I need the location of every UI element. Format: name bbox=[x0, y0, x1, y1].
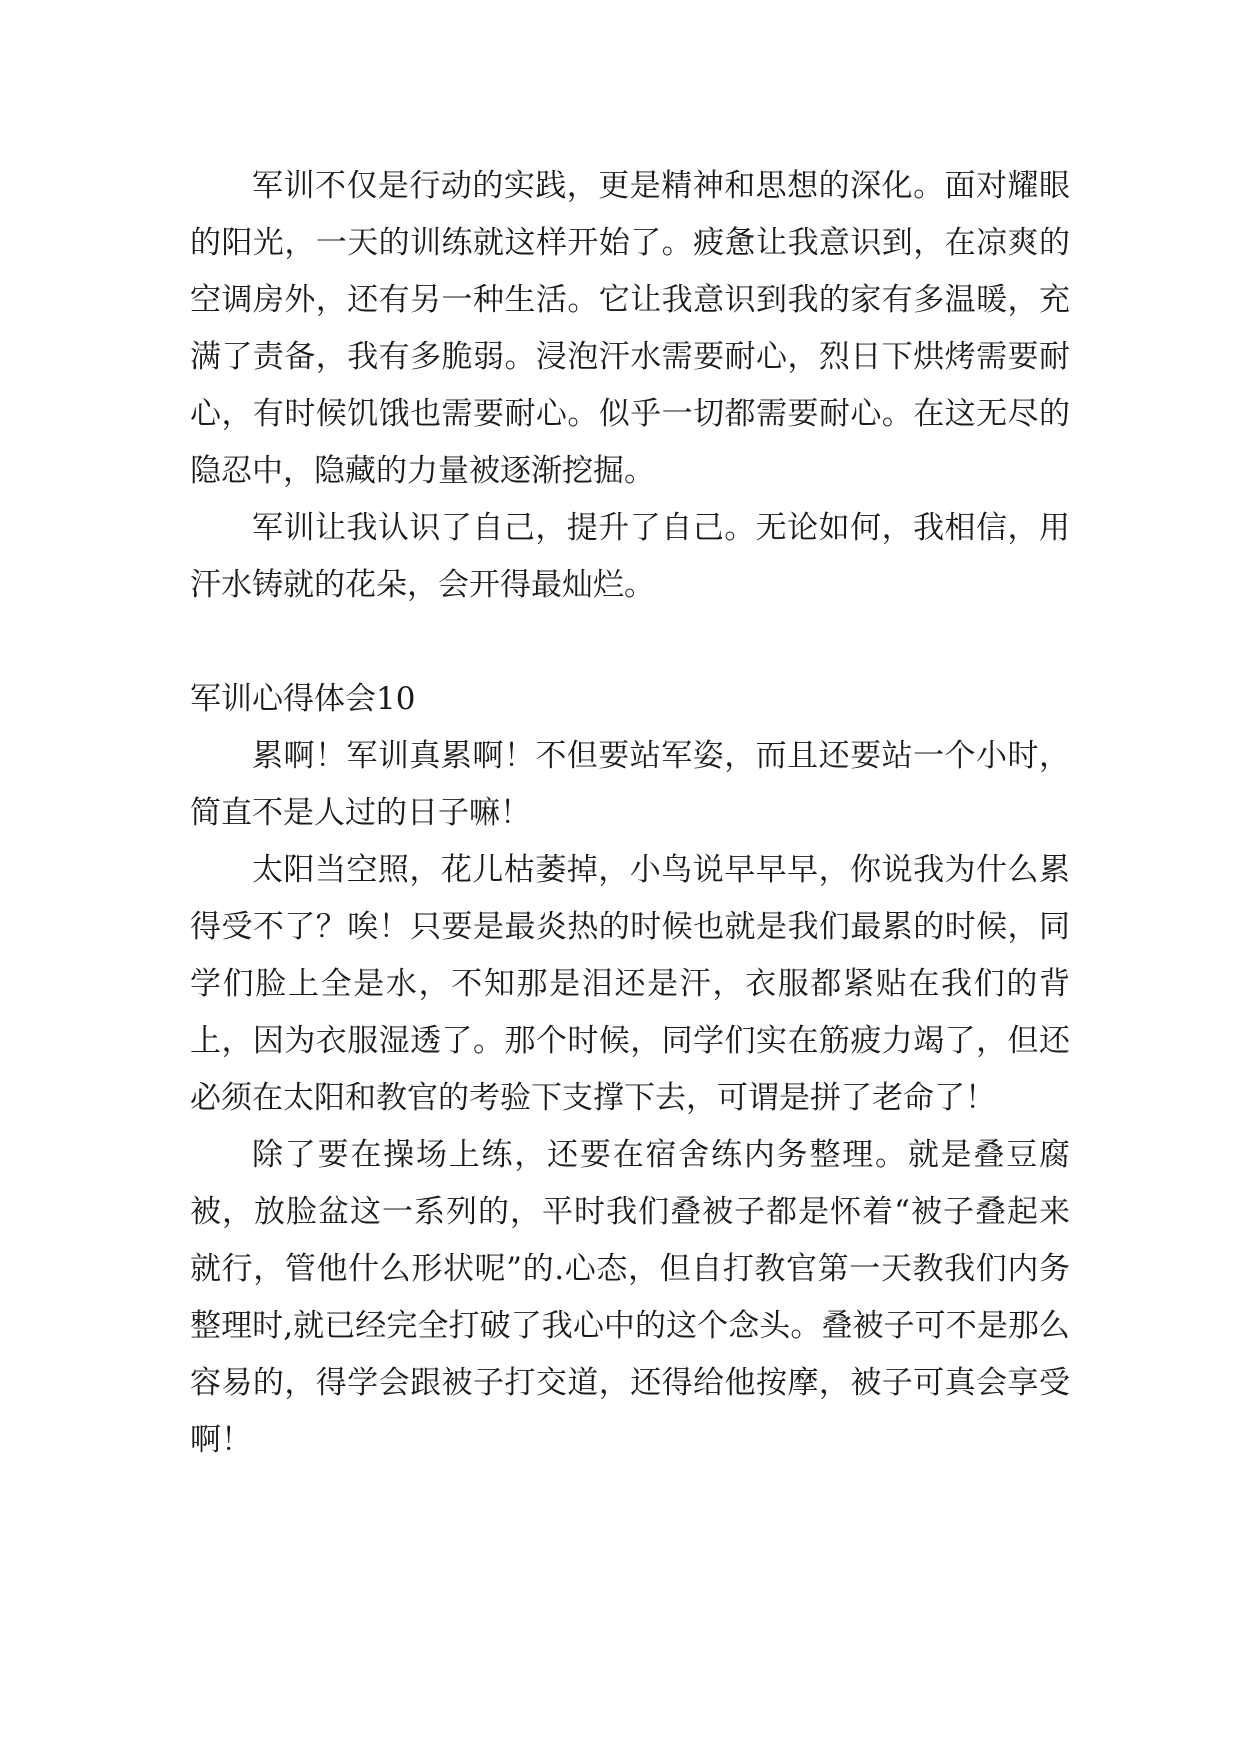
section-title: 军训心得体会10 bbox=[190, 681, 416, 717]
body-paragraph: 累啊！军训真累啊！不但要站军姿，而且还要站一个小时，简直不是人过的日子嘛！ bbox=[190, 738, 1070, 831]
body-paragraph: 太阳当空照，花儿枯萎掉，小鸟说早早早，你说我为什么累得受不了？唉！只要是最炎热的时候也就是我们最累的时候，同学们脸上全是水，不知那是泪还是汗，衣服都紧贴在我们的背上，因为衣服湿透了。那个时候，同学们实在筋疲力竭了，但还必须在太阳和教官的考验下支撑下去，可谓是拼了老命了！ bbox=[190, 852, 1070, 1116]
body-paragraph: 军训让我认识了自己，提升了自己。无论如何，我相信，用汗水铸就的花朵，会开得最灿烂。 bbox=[190, 510, 1070, 603]
body-paragraph: 除了要在操场上练，还要在宿舍练内务整理。就是叠豆腐被，放脸盆这一系列的，平时我们叠被子都是怀着“被子叠起来就行，管他什么形状呢”的.心态，但自打教官第一天教我们内务整理时,就已经完全打破了我心中的这个念头。叠被子可不是那么容易的，得学会跟被子打交道，还得给他按摩，被子可真会享受啊！ bbox=[190, 1137, 1070, 1458]
body-paragraph: 军训不仅是行动的实践，更是精神和思想的深化。面对耀眼的阳光，一天的训练就这样开始了。疲惫让我意识到，在凉爽的空调房外，还有另一种生活。它让我意识到我的家有多温暖，充满了责备，我有多脆弱。浸泡汗水需要耐心，烈日下烘烤需要耐心，有时候饥饿也需要耐心。似乎一切都需要耐心。在这无尽的隐忍中，隐藏的力量被逐渐挖掘。 bbox=[190, 168, 1070, 489]
document-body bbox=[190, 158, 1070, 1469]
